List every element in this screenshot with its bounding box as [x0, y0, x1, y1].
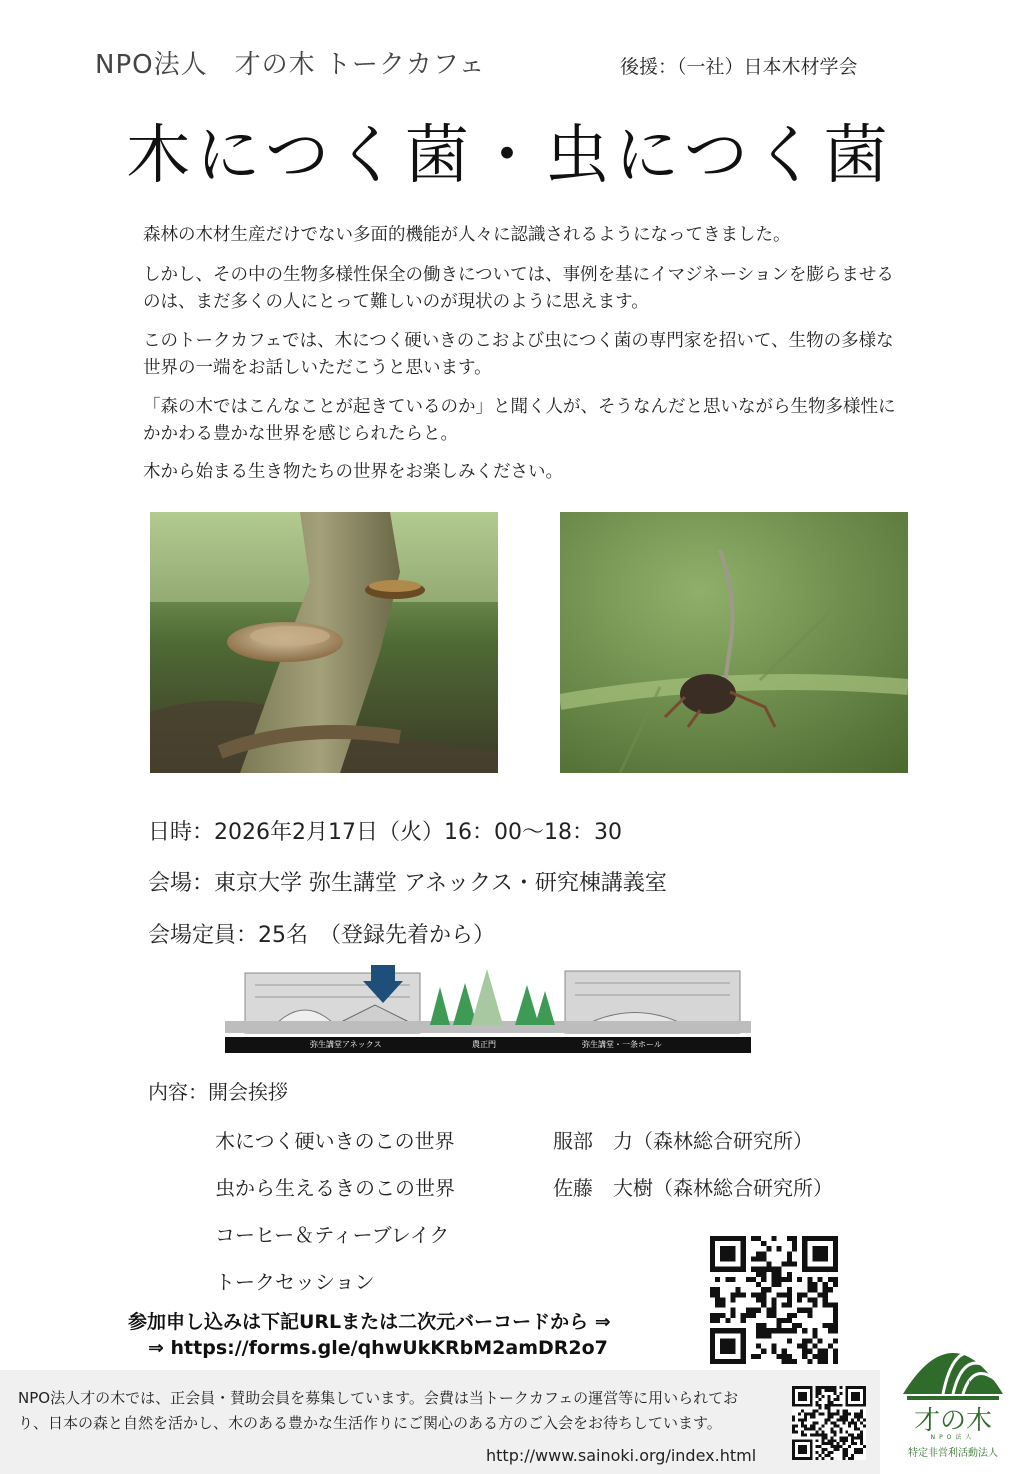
event-datetime: 日時：2026年2月17日（火）16：00～18：30: [148, 820, 622, 845]
map-label-hall: 弥生講堂・一条ホール: [582, 1040, 662, 1049]
map-label-gate: 農正門: [472, 1040, 496, 1049]
intro-paragraph-4: 「森の木ではこんなことが起きているのか」と聞く人が、そうなんだと思いながら生物多様性にかかわる豊かな世界を感じられたらと。: [143, 397, 896, 444]
event-capacity: 会場定員：25名 （登録先着から）: [148, 923, 495, 948]
logo-org-type: 特定非営利活動法人: [908, 1448, 998, 1459]
insect-fungus-photo: [560, 512, 908, 773]
sainoki-logo: [893, 1322, 1013, 1464]
map-label-annex: 弥生講堂アネックス: [310, 1040, 382, 1049]
program-item-title: トークセッション: [215, 1270, 375, 1294]
venue-map: [225, 965, 751, 1053]
program-item-title: 木につく硬いきのこの世界: [215, 1129, 455, 1153]
bracket-fungus-photo: [150, 512, 498, 773]
program-item-speaker: 佐藤 大樹（森林総合研究所）: [553, 1176, 833, 1200]
intro-paragraph-1: 森林の木材生産だけでない多面的機能が人々に認識されるようになってきました。: [143, 225, 791, 245]
registration-form-link[interactable]: ⇒ https://forms.gle/qhwUkKRbM2amDR2o7: [148, 1337, 608, 1359]
registration-cta: 参加申し込みは下記URLまたは二次元バーコードから ⇒: [128, 1311, 611, 1333]
registration-qr-code[interactable]: [710, 1236, 838, 1364]
logo-small: NPO法人: [930, 1434, 976, 1441]
website-link[interactable]: http://www.sainoki.org/index.html: [486, 1446, 757, 1465]
program-item-title: 虫から生えるきのこの世界: [215, 1176, 455, 1200]
logo-name: 才の木: [913, 1406, 992, 1436]
page-title: 木につく菌・虫につく菌: [126, 119, 894, 193]
website-qr-code[interactable]: [792, 1386, 866, 1460]
intro-paragraph-3: このトークカフェでは、木につく硬いきのこおよび虫につく菌の専門家を招いて、生物の多様な世界の一端をお話しいただこうと思います。: [143, 331, 894, 378]
logo-roman: SAINOKI: [919, 1380, 987, 1387]
membership-text: NPO法人才の木では、正会員・賛助会員を募集しています。会費は当トークカフェの運営等に用いられており、日本の森と自然を活かし、木のある豊かな生活作りにご関心のある方のご入会をお待ちしています。: [18, 1389, 739, 1432]
event-venue: 会場：東京大学 弥生講堂 アネックス・研究棟講義室: [148, 871, 667, 896]
intro-paragraph-5: 木から始まる生き物たちの世界をお楽しみください。: [143, 462, 563, 482]
header-support: 後援：（一社）日本木材学会: [620, 56, 858, 78]
program-item-speaker: 服部 力（森林総合研究所）: [553, 1129, 813, 1153]
intro-paragraph-2: しかし、その中の生物多様性保全の働きについては、事例を基にイマジネーションを膨らませるのは、まだ多くの人にとって難しいのが現状のように思えます。: [143, 265, 894, 312]
program-heading: 内容：開会挨拶: [148, 1080, 288, 1104]
program-item-title: コーヒー＆ティーブレイク: [215, 1223, 450, 1247]
header-organizer: NPO法人 才の木 トークカフェ: [95, 50, 486, 80]
